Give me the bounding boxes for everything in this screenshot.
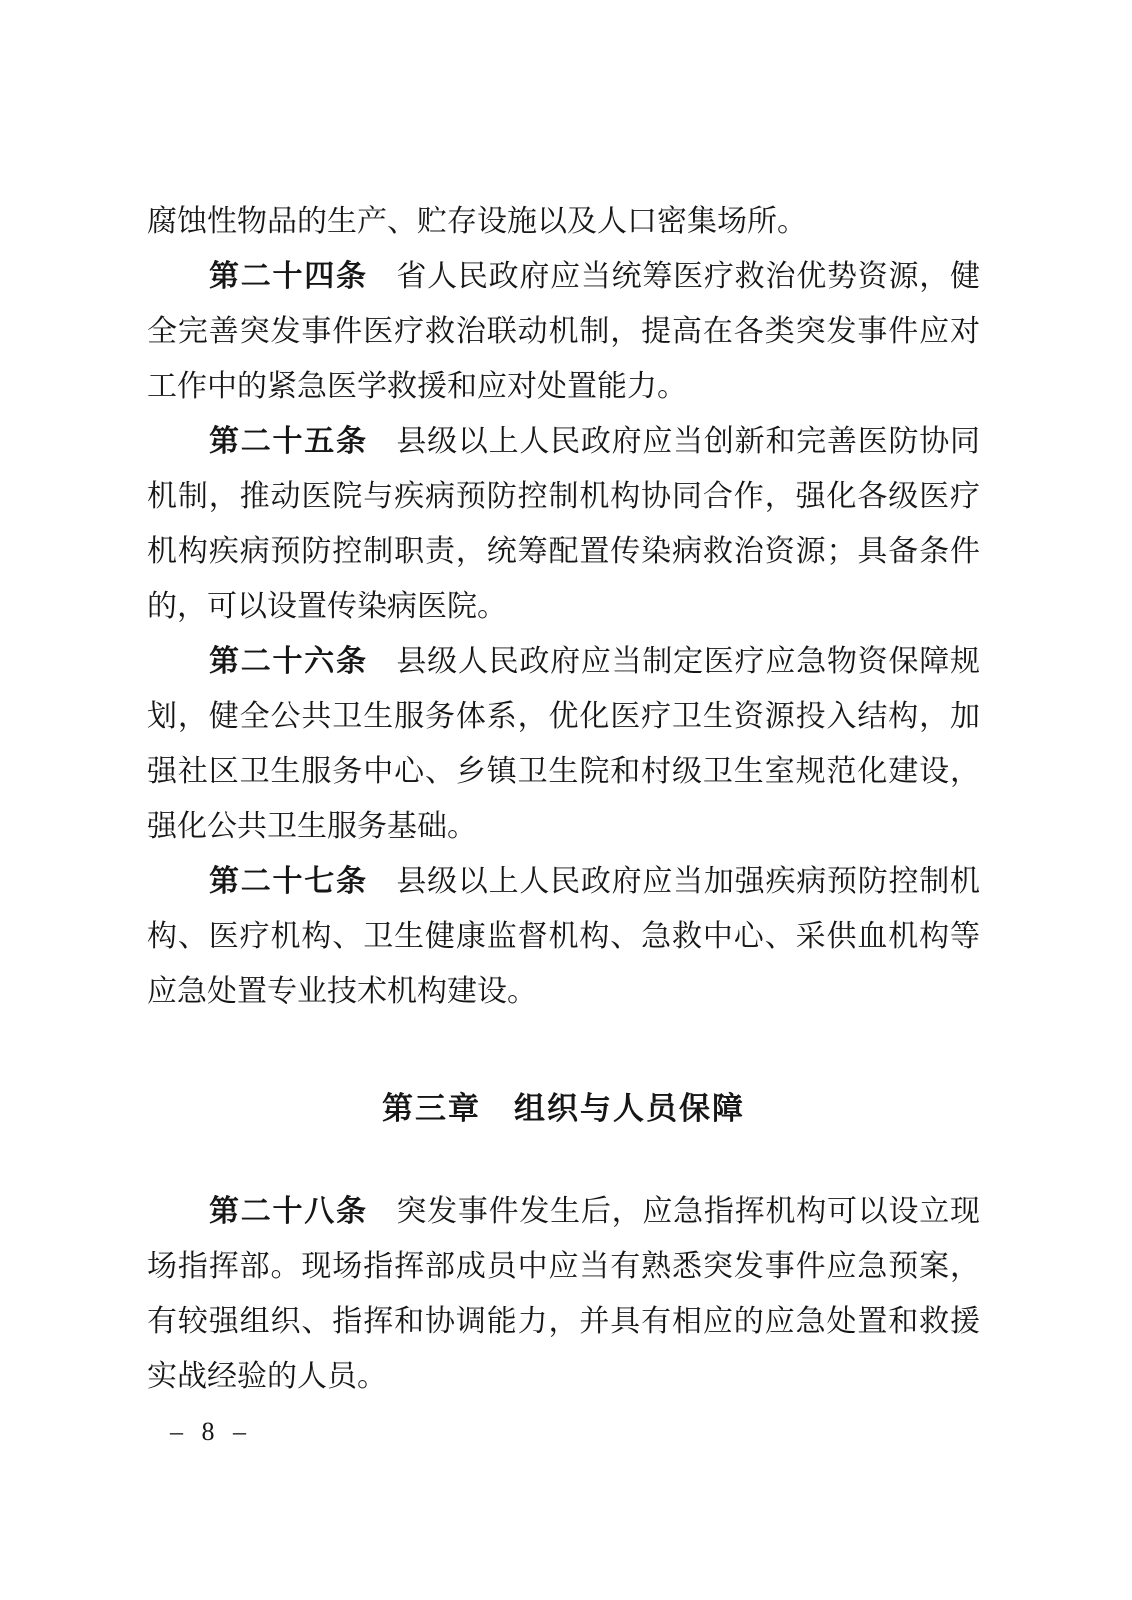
chapter-heading: 第三章 组织与人员保障: [382, 1091, 745, 1126]
article-text: 县级以上人民政府应当创新和完善医防协同机制，推动医院与疾病预防控制机构协同合作，强化各级医疗机构疾病预防控制职责，统筹配置传染病救治资源；具备条件的，可以设置传染病医院。: [147, 425, 981, 623]
article-number-label: 第二十七条: [209, 865, 368, 898]
page-number: – 8 –: [170, 1417, 252, 1446]
article-number-label: 第二十四条: [209, 260, 368, 293]
paragraph-article-28: [147, 1184, 980, 1404]
article-text: 县级人民政府应当制定医疗应急物资保障规划，健全公共卫生服务体系，优化医疗卫生资源投入结构，加强社区卫生服务中心、乡镇卫生院和村级卫生室规范化建设，强化公共卫生服务基础。: [147, 645, 981, 843]
article-number-label: 第二十八条: [209, 1195, 368, 1228]
paragraph-article-26: [147, 634, 980, 854]
paragraph-article-24: [147, 249, 980, 414]
paragraph-continuation: [147, 194, 980, 249]
paragraph-article-25: [147, 414, 980, 634]
article-text: 省人民政府应当统筹医疗救治优势资源，健全完善突发事件医疗救治联动机制，提高在各类突发事件应对工作中的紧急医学救援和应对处置能力。: [147, 260, 981, 403]
paragraph-article-27: [147, 854, 980, 1019]
article-number-label: 第二十六条: [209, 645, 368, 678]
document-content: [147, 194, 980, 1404]
article-number-label: 第二十五条: [209, 425, 368, 458]
article-text: 突发事件发生后，应急指挥机构可以设立现场指挥部。现场指挥部成员中应当有熟悉突发事件应急预案，有较强组织、指挥和协调能力，并具有相应的应急处置和救援实战经验的人员。: [147, 1195, 981, 1393]
paragraph-text: 腐蚀性物品的生产、贮存设施以及人口密集场所。: [147, 205, 807, 238]
article-text: 县级以上人民政府应当加强疾病预防控制机构、医疗机构、卫生健康监督机构、急救中心、采供血机构等应急处置专业技术机构建设。: [147, 865, 981, 1008]
